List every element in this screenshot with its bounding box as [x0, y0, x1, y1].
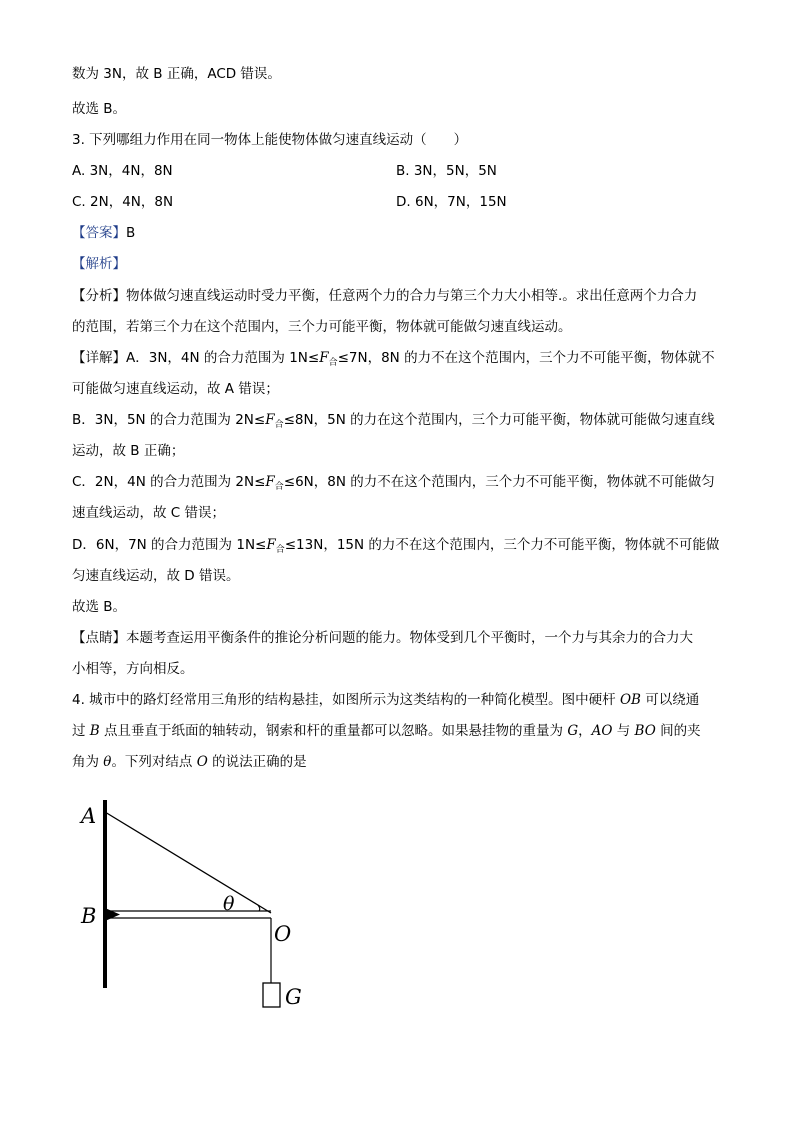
detail-b-line-2: 运动，故 B 正确；	[72, 443, 185, 459]
conclusion: 故选 B。	[72, 599, 127, 615]
hinge-b	[105, 908, 120, 921]
analysis-tag-text: 【解析】	[72, 256, 126, 272]
detail-d-text-2: ≤13N，15N 的力不在这个范围内，三个力不可能平衡，物体就不可能做	[284, 537, 720, 553]
q4-symbol-theta: θ	[103, 754, 112, 770]
q3-option-b: B. 3N，5N，5N	[396, 163, 497, 179]
q4-text: 点且垂直于纸面的轴转动，钢索和杆的重量都可以忽略。如果悬挂物的重量为	[99, 723, 568, 739]
answer-tag: 【答案】	[72, 225, 126, 241]
force-symbol: F	[266, 537, 276, 553]
detail-d-text-1: D．6N，7N 的合力范围为 1N≤	[72, 537, 267, 553]
label-g: G	[285, 985, 302, 1009]
detail-tag: 【详解】	[72, 350, 126, 366]
q4-symbol-o: O	[196, 754, 208, 770]
q3-option-d: D. 6N，7N，15N	[396, 194, 507, 210]
dianjing-tag: 【点睛】	[72, 630, 126, 646]
q3-stem: 3. 下列哪组力作用在同一物体上能使物体做匀速直线运动（ ）	[72, 132, 468, 148]
q4-text: 与	[612, 723, 635, 739]
label-a: A	[81, 804, 97, 828]
detail-c-line-2: 速直线运动，故 C 错误；	[72, 505, 226, 521]
q3-option-a: A. 3N，4N，8N	[72, 163, 173, 179]
force-symbol: F	[265, 412, 275, 428]
force-sub: 合	[274, 420, 284, 430]
weight-box	[263, 983, 280, 1007]
prev-line-1: 数为 3N，故 B 正确，ACD 错误。	[72, 66, 281, 82]
fenxi-line-2: 的范围，若第三个力在这个范围内，三个力可能平衡，物体就可能做匀速直线运动。	[72, 319, 572, 335]
q4-text: 角为	[72, 754, 104, 770]
q4-symbol-bo: BO	[634, 723, 656, 739]
fenxi-text-1: 物体做匀速直线运动时受力平衡，任意两个力的合力与第三个力大小相等.。求出任意两个力合力	[126, 288, 698, 304]
q4-symbol-g: G	[567, 723, 579, 739]
label-b: B	[81, 904, 97, 928]
cable-ao	[105, 812, 271, 913]
detail-a-line-2: 可能做匀速直线运动，故 A 错误；	[72, 381, 279, 397]
dianjing-text-1: 本题考查运用平衡条件的推论分析问题的能力。物体受到几个平衡时，一个力与其余力的合力大	[126, 630, 693, 646]
q4-text: 4. 城市中的路灯经常用三角形的结构悬挂，如图所示为这类结构的一种简化模型。图中硬杆	[72, 692, 620, 708]
prev-line-2: 故选 B。	[72, 101, 127, 117]
label-theta: θ	[223, 893, 235, 915]
label-o: O	[274, 922, 292, 946]
force-sub: 合	[328, 358, 338, 368]
force-symbol: F	[319, 350, 329, 366]
answer-value: B	[126, 225, 136, 241]
q4-text: 。下列对结点	[111, 754, 197, 770]
q4-symbol-b: B	[89, 723, 100, 739]
detail-b-text-1: B．3N，5N 的合力范围为 2N≤	[72, 412, 266, 428]
detail-a-text-2: ≤7N，8N 的力不在这个范围内，三个力不可能平衡，物体就不	[337, 350, 715, 366]
q4-symbol-ob: OB	[619, 692, 641, 708]
q4-text: 间的夹	[655, 723, 701, 739]
detail-b-text-2: ≤8N，5N 的力在这个范围内，三个力可能平衡，物体就可能做匀速直线	[283, 412, 715, 428]
dianjing-line-2: 小相等，方向相反。	[72, 661, 194, 677]
detail-c-text-1: C．2N，4N 的合力范围为 2N≤	[72, 474, 266, 490]
force-sub: 合	[275, 545, 285, 555]
fenxi-tag: 【分析】	[72, 288, 126, 304]
q4-text: ，	[578, 723, 592, 739]
q4-text: 的说法正确的是	[207, 754, 307, 770]
q4-text: 过	[72, 723, 90, 739]
detail-a-text-1: A．3N，4N 的合力范围为 1N≤	[126, 350, 320, 366]
detail-d-line-2: 匀速直线运动，故 D 错误。	[72, 568, 240, 584]
q4-text: 可以绕通	[640, 692, 700, 708]
force-sub: 合	[274, 482, 284, 492]
force-symbol: F	[265, 474, 275, 490]
q4-symbol-ao: AO	[591, 723, 613, 739]
detail-c-text-2: ≤6N，8N 的力不在这个范围内，三个力不可能平衡，物体就不可能做匀	[283, 474, 715, 490]
q3-option-c: C. 2N，4N，8N	[72, 194, 174, 210]
